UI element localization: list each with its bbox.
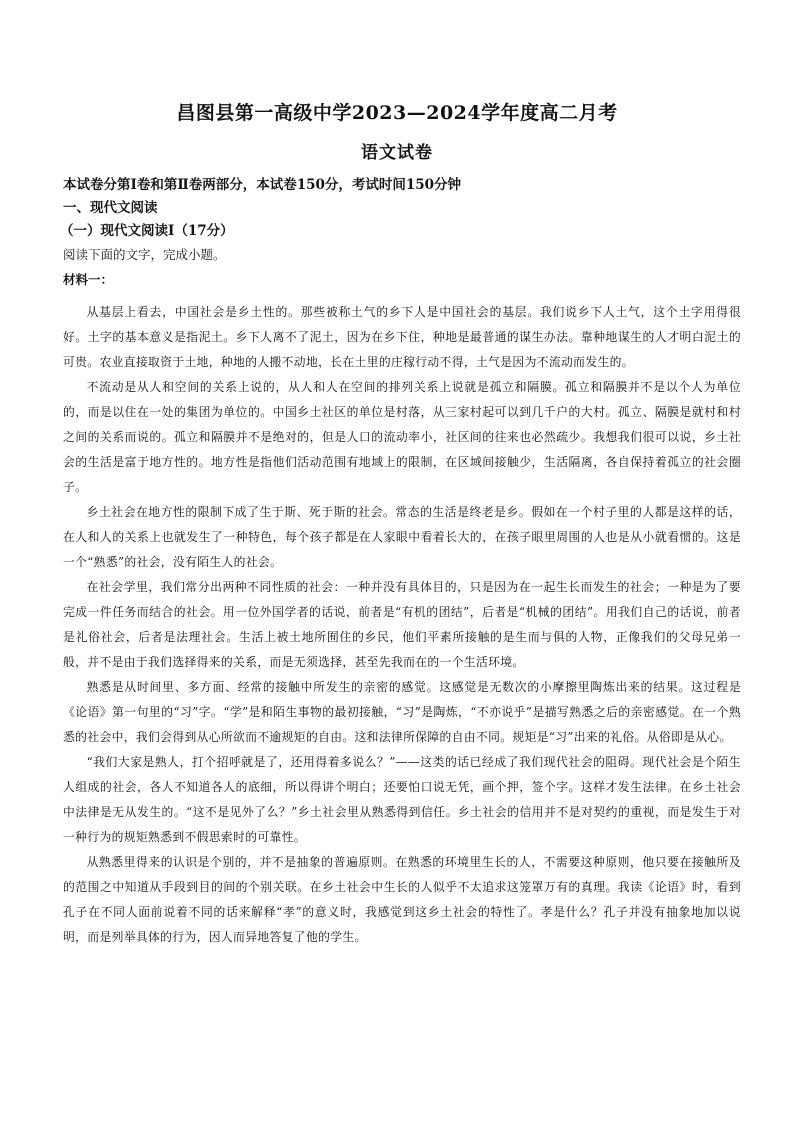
passage-paragraph: 在社会学里，我们常分出两种不同性质的社会：一种并没有具体目的，只是因为在一起生长而发生的社会；一种是为了要完成一件任务而结合的社会。用一位外国学者的话说，前者是“有机的团结”，后者是“机械的团结”。用我们自己的话说，前者是礼俗社会，后者是法理社会。生活上被土地所囿住的乡民，他们平素所接触的是生而与俱的人物，正像我们的父母兄弟一般，并不是由于我们选择得来的关系，而是无须选择，甚至先我而在的一个生活环境。 bbox=[63, 580, 741, 669]
material-label: 材料一： bbox=[63, 272, 114, 287]
passage-body bbox=[63, 300, 741, 950]
passage-paragraph: 从基层上看去，中国社会是乡土性的。那些被称土气的乡下人是中国社会的基层。我们说乡下人土气，这个土字用得很好。土字的基本意义是指泥土。乡下人离不了泥土，因为在乡下住，种地是最普通的谋生办法。靠种地谋生的人才明白泥土的可贵。农业直接取资于土地，种地的人搬不动地，长在土里的庄稼行动不得，土气是因为不流动而发生的。 bbox=[63, 305, 741, 369]
passage-paragraph: 乡土社会在地方性的限制下成了生于斯、死于斯的社会。常态的生活是终老是乡。假如在一个村子里的人都是这样的话，在人和人的关系上也就发生了一种特色，每个孩子都是在人家眼中看着长大的，在孩子眼里周围的人也是从小就看惯的。这是一个“熟悉”的社会，没有陌生人的社会。 bbox=[63, 505, 741, 569]
exam-title: 昌图县第一高级中学2023—2024学年度高二月考 bbox=[176, 102, 618, 124]
passage-paragraph: 从熟悉里得来的认识是个别的，并不是抽象的普遍原则。在熟悉的环境里生长的人，不需要这种原则，他只要在接触所及的范围之中知道从手段到目的间的个别关联。在乡土社会中生长的人似乎不太追求这笼罩万有的真理。我读《论语》时，看到孔子在不同人面前说着不同的话来解释“孝”的意义时，我感觉到这乡土社会的特性了。孝是什么？孔子并没有抽象地加以说明，而是列举具体的行为，因人而异地答复了他的学生。 bbox=[63, 855, 741, 944]
exam-note: 本试卷分第Ⅰ卷和第Ⅱ卷两部分，本试卷150分，考试时间150分钟 bbox=[63, 177, 462, 193]
passage-paragraph: 熟悉是从时间里、多方面、经常的接触中所发生的亲密的感觉。这感觉是无数次的小摩擦里陶炼出来的结果。这过程是《论语》第一句里的“习”字。“学”是和陌生事物的最初接触，“习”是陶炼，“不亦说乎”是描写熟悉之后的亲密感觉。在一个熟悉的社会中，我们会得到从心所欲而不逾规矩的自由。这和法律所保障的自由不同。规矩是“习”出来的礼俗。从俗即是从心。 bbox=[63, 680, 741, 744]
section-heading: 一、现代文阅读 bbox=[63, 200, 158, 216]
passage-paragraph: “我们大家是熟人，打个招呼就是了，还用得着多说么？”——这类的话已经成了我们现代社会的阻碍。现代社会是个陌生人组成的社会，各人不知道各人的底细，所以得讲个明白；还要怕口说无凭，画个押，签个字。这样才发生法律。在乡土社会中法律是无从发生的。“这不是见外了么？”乡土社会里从熟悉得到信任。乡土社会的信用并不是对契约的重视，而是发生于对一种行为的规矩熟悉到不假思索时的可靠性。 bbox=[63, 755, 741, 844]
exam-subtitle: 语文试卷 bbox=[361, 143, 433, 163]
passage-paragraph: 不流动是从人和空间的关系上说的，从人和人在空间的排列关系上说就是孤立和隔膜。孤立和隔膜并不是以个人为单位的，而是以住在一处的集团为单位的。中国乡土社区的单位是村落，从三家村起可以到几千户的大村。孤立、隔膜是就村和村之间的关系而说的。孤立和隔膜并不是绝对的，但是人口的流动率小，社区间的往来也必然疏少。我想我们很可以说，乡土社会的生活是富于地方性的。地方性是指他们活动范围有地域上的限制，在区域间接触少，生活隔离，各自保持着孤立的社会圈子。 bbox=[63, 380, 741, 494]
instruction-text: 阅读下面的文字，完成小题。 bbox=[63, 247, 226, 262]
subsection-heading: （一）现代文阅读Ⅰ（17分） bbox=[60, 223, 234, 239]
